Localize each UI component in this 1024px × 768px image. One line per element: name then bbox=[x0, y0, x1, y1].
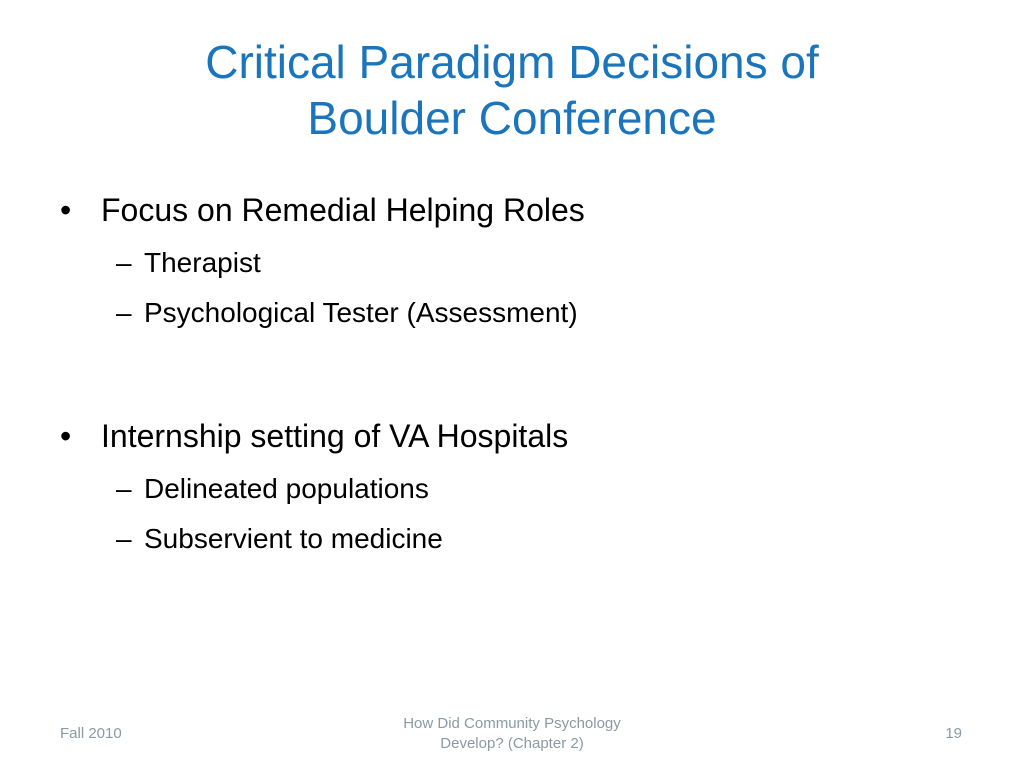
sub-bullet-item bbox=[60, 288, 960, 338]
slide-title-line-2: Boulder Conference bbox=[307, 92, 717, 144]
sub-bullet-item bbox=[60, 464, 960, 514]
sub-bullet-text: Subservient to medicine bbox=[144, 523, 443, 554]
sub-bullet-text: Delineated populations bbox=[144, 473, 429, 504]
footer-title-line-1: How Did Community Psychology bbox=[403, 715, 621, 732]
sub-bullet-marker: – bbox=[116, 473, 132, 504]
bullet-item bbox=[60, 188, 960, 232]
slide-title-line-1: Critical Paradigm Decisions of bbox=[205, 36, 819, 88]
bullet-text: Internship setting of VA Hospitals bbox=[101, 418, 569, 454]
sub-bullet-text: Therapist bbox=[144, 247, 261, 278]
bullet-marker: • bbox=[60, 418, 72, 454]
footer-title-line-2: Develop? (Chapter 2) bbox=[440, 735, 584, 752]
sub-bullet-marker: – bbox=[116, 247, 132, 278]
bullet-marker: • bbox=[60, 192, 72, 228]
slide-title bbox=[60, 34, 964, 146]
bullet-item bbox=[60, 414, 960, 458]
sub-bullet-item bbox=[60, 238, 960, 288]
footer-date: Fall 2010 bbox=[60, 725, 122, 742]
sub-bullet-marker: – bbox=[116, 523, 132, 554]
bullet-text: Focus on Remedial Helping Roles bbox=[101, 192, 585, 228]
slide-number: 19 bbox=[945, 725, 962, 742]
slide-content bbox=[60, 188, 960, 564]
sub-bullet-item bbox=[60, 514, 960, 564]
sub-bullet-text: Psychological Tester (Assessment) bbox=[144, 297, 578, 328]
footer-title bbox=[352, 714, 672, 754]
spacer bbox=[60, 338, 960, 414]
sub-bullet-marker: – bbox=[116, 297, 132, 328]
